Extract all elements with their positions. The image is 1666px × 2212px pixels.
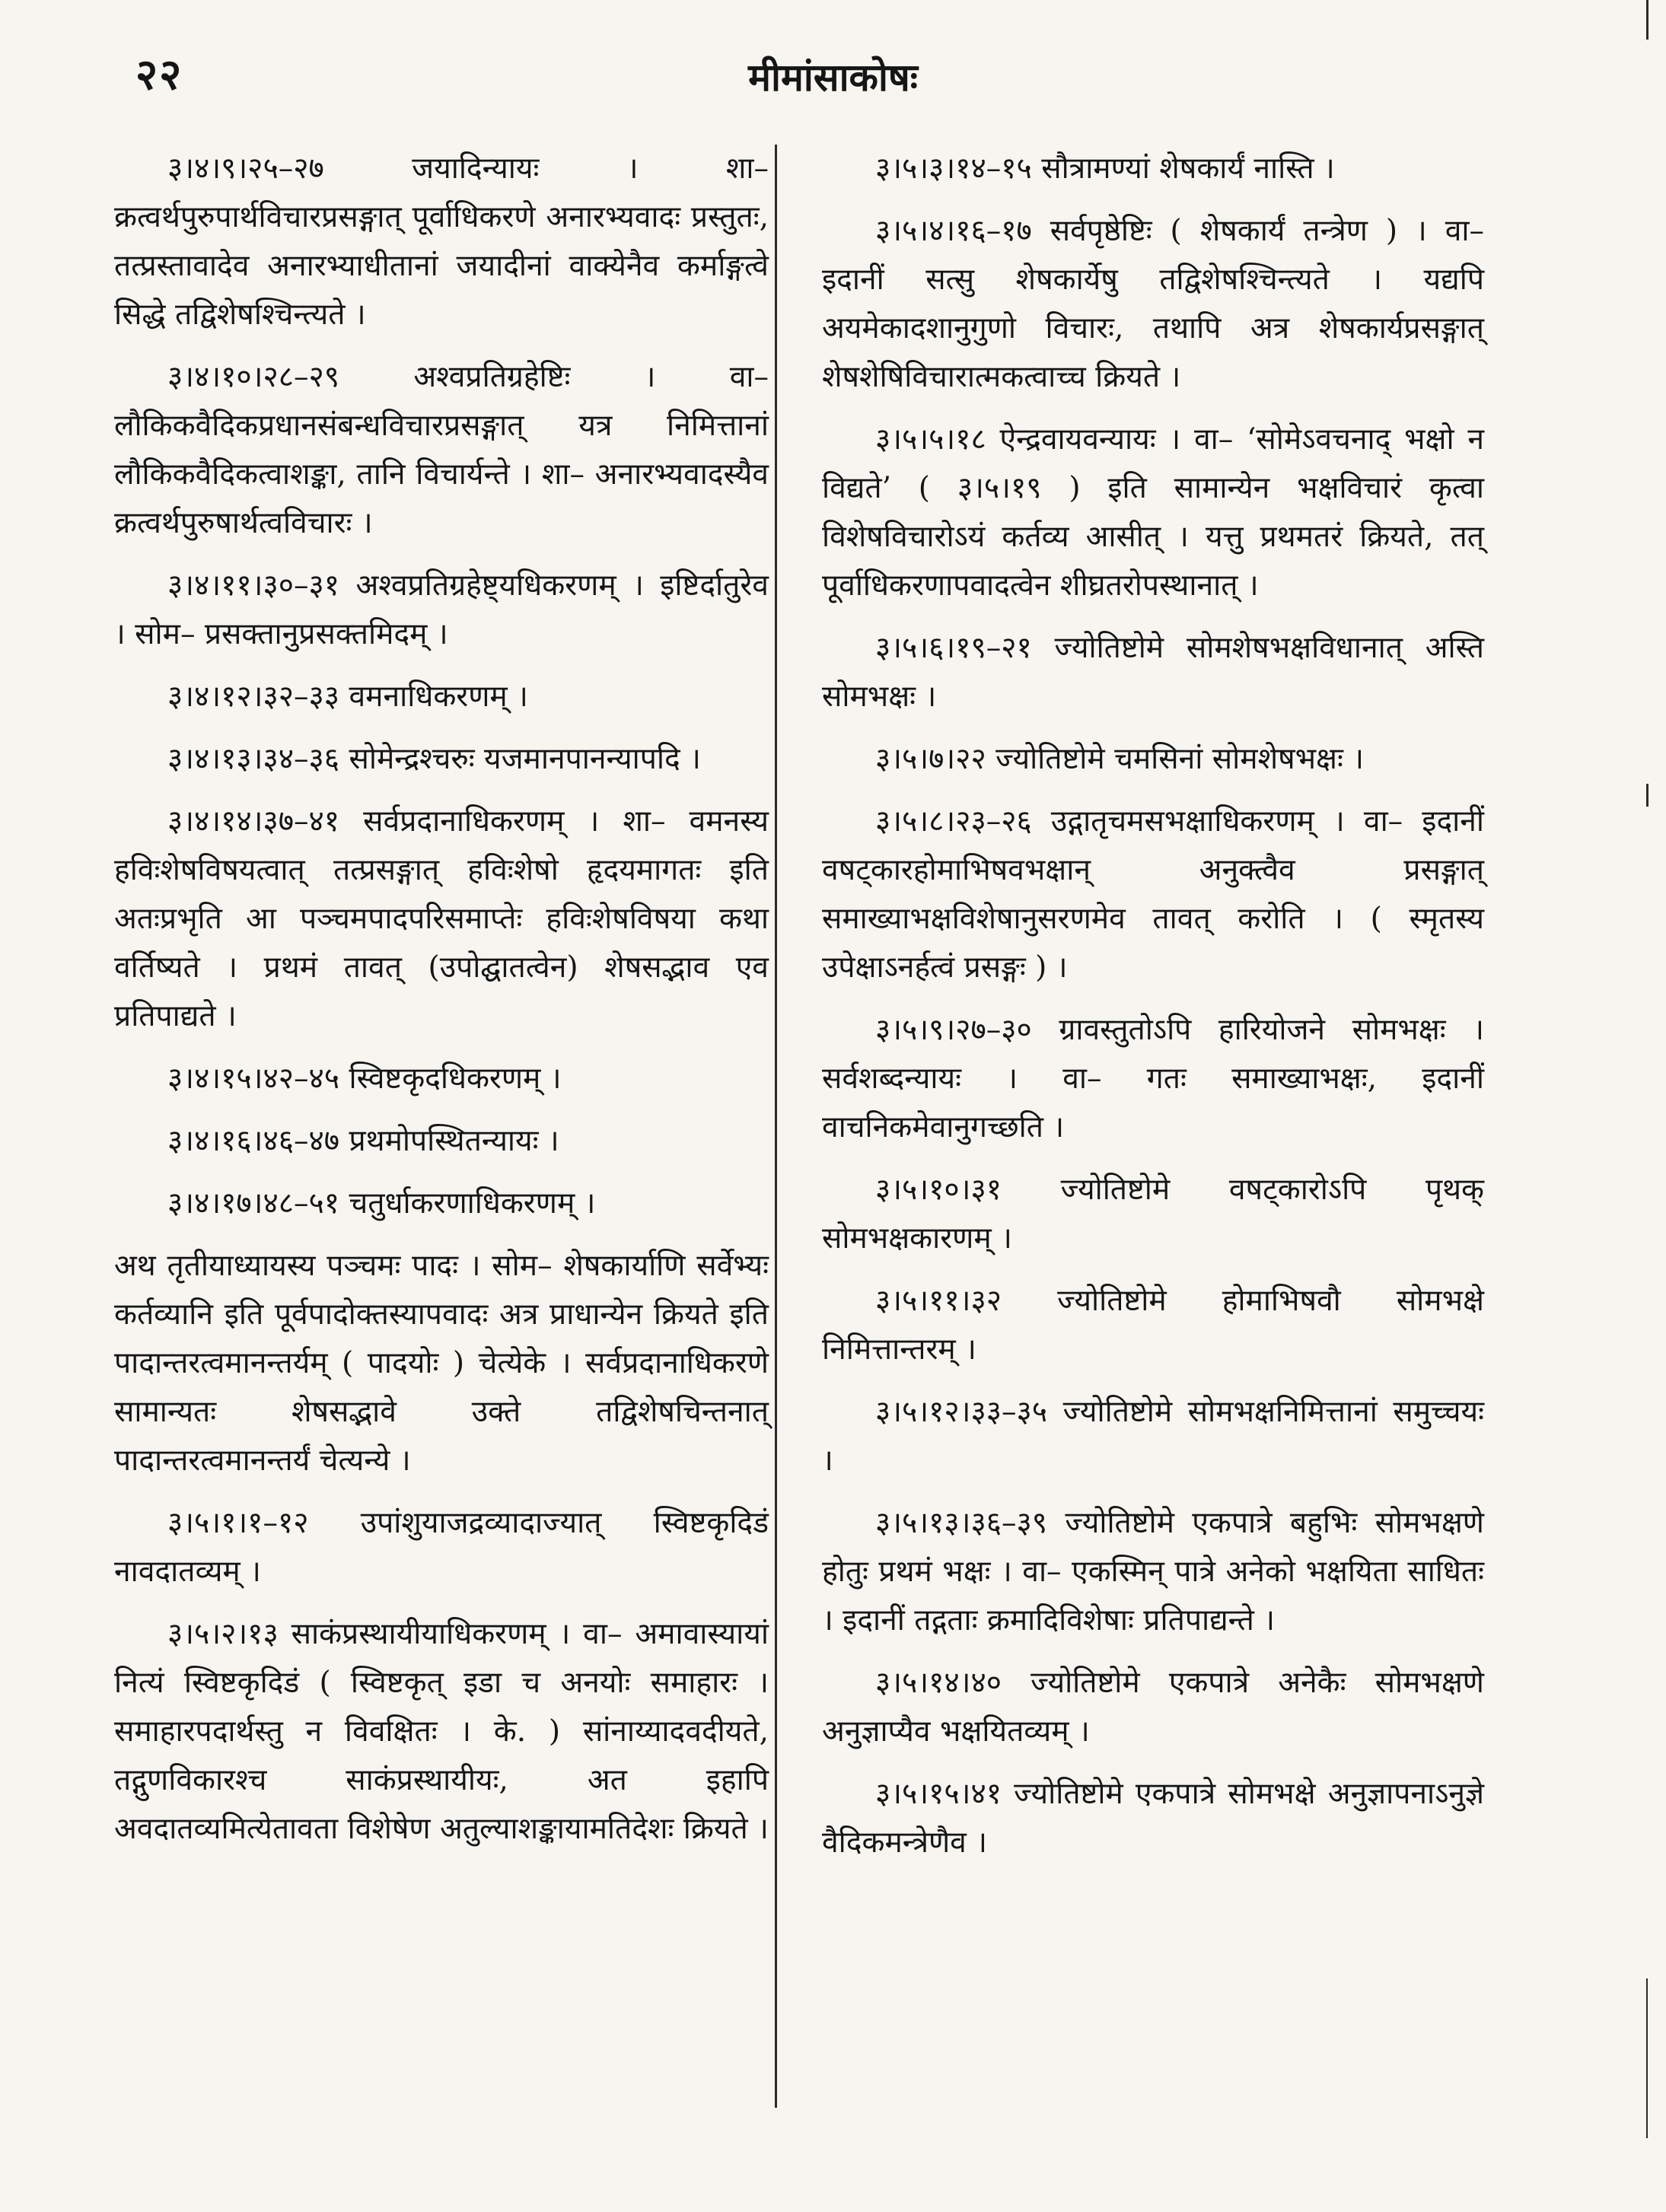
page-header (0, 29, 1666, 113)
entry-left-3: ३।४।११।३०–३१ अश्वप्रतिग्रहेष्ट्यधिकरणम् । इष्टिर्दातुरेव । सोम– प्रसक्तानुप्रसक्तमिदम् । (114, 568, 769, 651)
entry-left-4: ३।४।१२।३२–३३ वमनाधिकरणम् । (167, 680, 528, 714)
entry-left-7: ३।४।१५।४२–४५ स्विष्टकृदधिकरणम् । (167, 1061, 562, 1096)
entry-right-6: ३।५।८।२३–२६ उद्गातृचमसभक्षाधिकरणम् । वा– इदानीं वषट्कारहोमाभिषवभक्षान् अनुक्त्वैव प्रसङ्गात् समाख्याभक्षविशेषानुसरणमेव तावत् करोति । ( स्मृतस्य उपेक्षाऽनर्हत्वं प्रसङ्गः ) । (822, 804, 1484, 985)
column-divider (775, 145, 777, 2108)
scan-edge-mark (1646, 0, 1648, 40)
entry-left-5: ३।४।१३।३४–३६ सोमेन्द्रश्चरुः यजमानपानन्यापदि । (167, 742, 701, 776)
entry-right-4: ३।५।६।१९–२१ ज्योतिष्टोमे सोमशेषभक्षविधानात् अस्ति सोमभक्षः । (822, 631, 1484, 714)
running-title: मीमांसाकोषः (748, 55, 918, 100)
entry-left-11: ३।५।१।१–१२ उपांशुयाजद्रव्यादाज्यात् स्विष्टकृदिडं नावदातव्यम् । (114, 1506, 769, 1589)
entry-left-12: ३।५।२।१३ साकंप्रस्थायीयाधिकरणम् । वा– अमावास्यायां नित्यं स्विष्टकृदिडं ( स्विष्टकृत् इडा च अनयोः समाहारः । समाहारपदार्थस्तु न विवक्षितः । के. ) सांनाय्यादवदीयते, तद्गुणविकारश्च साकंप्रस्थायीयः, अत इहापि अवदातव्यमित्येतावता विशेषेण अतुल्याशङ्कायामतिदेशः क्रियते । (114, 1617, 769, 1846)
entry-right-10: ३।५।१२।३३–३५ ज्योतिष्टोमे सोमभक्षनिमित्तानां समुच्चयः । (822, 1395, 1484, 1478)
entry-right-11: ३।५।१३।३६–३९ ज्योतिष्टोमे एकपात्रे बहुभिः सोमभक्षणे होतुः प्रथमं भक्षः । वा– एकस्मिन् पात्रे अनेको भक्षयिता साधितः । इदानीं तद्गताः क्रमादिविशेषाः प्रतिपाद्यन्ते । (822, 1506, 1484, 1638)
entry-right-12: ३।५।१४।४० ज्योतिष्टोमे एकपात्रे अनेकैः सोमभक्षणे अनुज्ञाप्यैव भक्षयितव्यम् । (822, 1666, 1484, 1749)
scan-edge-mark (1646, 784, 1648, 807)
entry-left-9: ३।४।१७।४८–५१ चतुर्धाकरणाधिकरणम् । (167, 1186, 596, 1221)
right-column (822, 145, 1484, 1881)
entry-right-5: ३।५।७।२२ ज्योतिष्टोमे चमसिनां सोमशेषभक्षः । (875, 742, 1365, 776)
scan-edge-mark (1646, 1978, 1648, 2138)
entry-right-7: ३।५।९।२७–३० ग्रावस्तुतोऽपि हारियोजने सोमभक्षः । सर्वशब्दन्यायः । वा– गतः समाख्याभक्षः, इदानीं वाचनिकमेवानुगच्छति । (822, 1013, 1484, 1144)
entry-right-2: ३।५।४।१६–१७ सर्वपृष्ठेष्टिः ( शेषकार्यं तन्त्रेण ) । वा– इदानीं सत्सु शेषकार्येषु तद्विशेषश्चिन्त्यते । यद्यपि अयमेकादशानुगुणो विचारः, तथापि अत्र शेषकार्यप्रसङ्गात् शेषशेषिविचारात्मकत्वाच्च क्रियते । (822, 214, 1484, 394)
entry-left-2: ३।४।१०।२८–२९ अश्वप्रतिग्रहेष्टिः । वा– लौकिकवैदिकप्रधानसंबन्धविचारप्रसङ्गात् यत्र निमित्तानां लौकिकवैदिकत्वाशङ्का, तानि विचार्यन्ते । शा– अनारभ्यवादस्यैव क्रत्वर्थपुरुषार्थत्वविचारः । (114, 360, 769, 540)
entry-right-8: ३।५।१०।३१ ज्योतिष्टोमे वषट्कारोऽपि पृथक् सोमभक्षकारणम् । (822, 1173, 1484, 1256)
entry-left-6: ३।४।१४।३७–४१ सर्वप्रदानाधिकरणम् । शा– वमनस्य हविःशेषविषयत्वात् तत्प्रसङ्गात् हविःशेषो हृदयमागतः इति अतःप्रभृति आ पञ्चमपादपरिसमाप्तेः हविःशेषविषया कथा वर्तिष्यते । प्रथमं तावत् (उपोद्घातत्वेन) शेषसद्भाव एव प्रतिपाद्यते । (114, 804, 769, 1033)
entry-left-1: ३।४।९।२५–२७ जयादिन्यायः । शा– क्रत्वर्थपुरुपार्थविचारप्रसङ्गात् पूर्वाधिकरणे अनारभ्यवादः प्रस्तुतः, तत्प्रस्तावादेव अनारभ्याधीतानां जयादीनां वाक्येनैव कर्माङ्गत्वे सिद्धे तद्विशेषश्चिन्त्यते । (114, 151, 769, 332)
entry-right-13: ३।५।१५।४१ ज्योतिष्टोमे एकपात्रे सोमभक्षे अनुज्ञापनाऽनुज्ञे वैदिकमन्त्रेणैव । (822, 1777, 1484, 1860)
entry-right-3: ३।५।५।१८ ऐन्द्रवायवन्यायः । वा– ‘सोमेऽवचनाद् भक्षो न विद्यते’ ( ३।५।१९ ) इति सामान्येन भक्षविचारं कृत्वा विशेषविचारोऽयं कर्तव्य आसीत् । यत्तु प्रथमतरं क्रियते, तत् पूर्वाधिकरणापवादत्वेन शीघ्रतरोपस्थानात् । (822, 422, 1484, 603)
entry-right-1: ३।५।३।१४–१५ सौत्रामण्यां शेषकार्यं नास्ति । (875, 151, 1335, 186)
entry-left-8: ३।४।१६।४६–४७ प्रथमोपस्थितन्यायः । (167, 1124, 559, 1158)
section-heading-pada-5: अथ तृतीयाध्यायस्य पञ्चमः पादः । सोम– शेषकार्याणि सर्वेभ्यः कर्तव्यानि इति पूर्वपादोक्तस्यापवादः अत्र प्राधान्येन क्रियते इति पादान्तरत्वमानन्तर्यम् ( पादयोः ) चेत्येके । सर्वप्रदानाधिकरणे सामान्यतः शेषसद्भावे उक्ते तद्विशेषचिन्तनात् पादान्तरत्वमानन्तर्यं चेत्यन्ये । (114, 1249, 769, 1478)
left-column (114, 145, 769, 1867)
page-number: २२ (135, 49, 183, 100)
entry-right-9: ३।५।११।३२ ज्योतिष्टोमे होमाभिषवौ सोमभक्षे निमित्तान्तरम् । (822, 1284, 1484, 1367)
